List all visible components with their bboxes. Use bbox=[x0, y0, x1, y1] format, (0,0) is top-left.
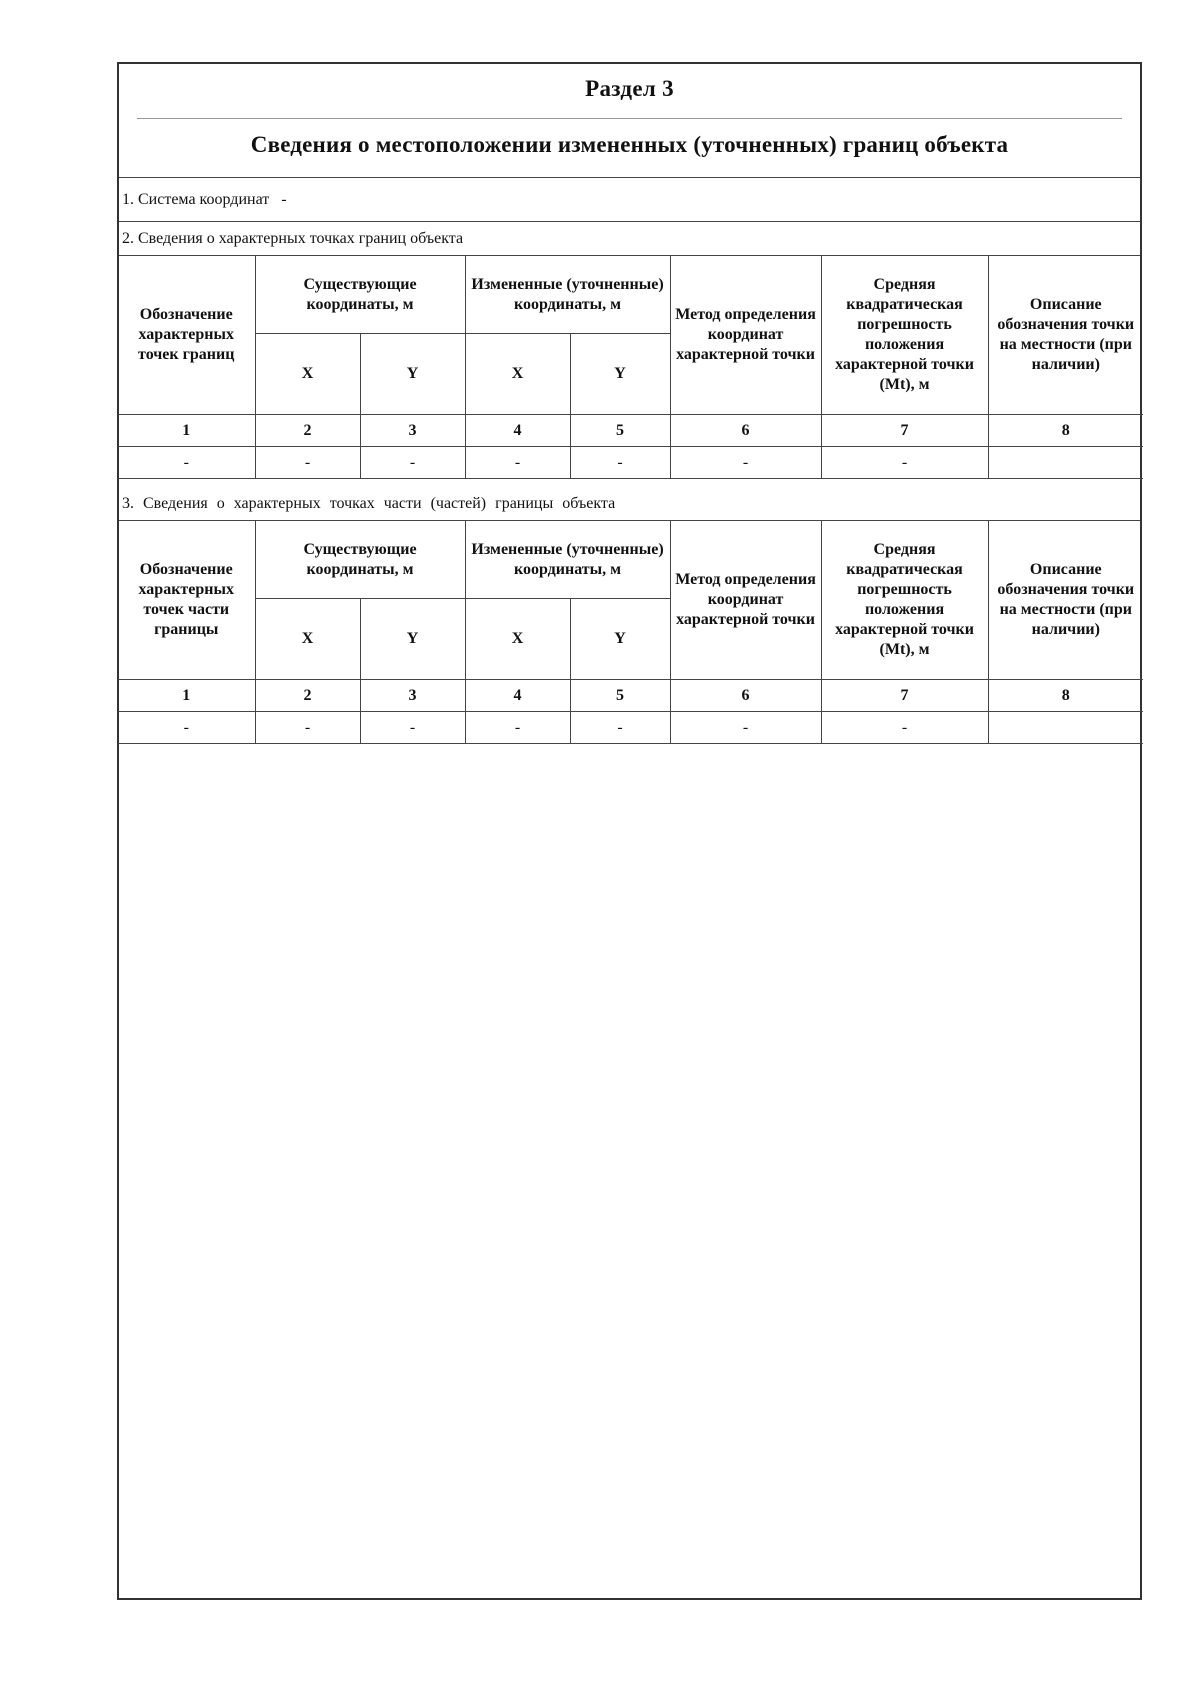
table-cell: - bbox=[670, 447, 821, 479]
col-header-existing-x: X bbox=[255, 599, 360, 680]
column-number: 7 bbox=[821, 415, 988, 447]
part3-heading: 3. Сведения о характерных точках части (частей) границы объекта bbox=[119, 487, 1140, 521]
section-header bbox=[119, 64, 1140, 178]
col-header-error: Средняя квадратическая погрешность положения характерной точки (Mt), м bbox=[821, 256, 988, 415]
table-cell bbox=[988, 712, 1143, 744]
table-header-row bbox=[118, 521, 1143, 599]
table-row bbox=[118, 447, 1143, 479]
section-subtitle: Сведения о местоположении измененных (уточненных) границ объекта bbox=[250, 132, 1009, 157]
col-header-changed-y: Y bbox=[570, 334, 670, 415]
col-header-changed-y: Y bbox=[570, 599, 670, 680]
table-cell bbox=[988, 447, 1143, 479]
part2-heading: 2. Сведения о характерных точках границ объекта bbox=[119, 222, 1140, 256]
table-cell: - bbox=[821, 447, 988, 479]
col-header-existing-y: Y bbox=[360, 334, 465, 415]
boundary-part-points-table bbox=[118, 521, 1143, 744]
column-number: 5 bbox=[570, 415, 670, 447]
column-number: 2 bbox=[255, 680, 360, 712]
table-row bbox=[118, 712, 1143, 744]
col-header-changed-x: X bbox=[465, 334, 570, 415]
col-header-error: Средняя квадратическая погрешность положения характерной точки (Mt), м bbox=[821, 521, 988, 680]
col-header-designation: Обозначение характерных точек части границы bbox=[118, 521, 255, 680]
table-cell: - bbox=[570, 447, 670, 479]
table-cell: - bbox=[465, 712, 570, 744]
coordinate-system-value: - bbox=[281, 191, 287, 208]
coordinate-system-label: 1. Система координат bbox=[122, 191, 270, 208]
table-cell: - bbox=[360, 447, 465, 479]
col-header-method: Метод определения координат характерной точки bbox=[670, 256, 821, 415]
column-number: 6 bbox=[670, 415, 821, 447]
table-cell: - bbox=[570, 712, 670, 744]
document-frame bbox=[117, 62, 1142, 1600]
col-header-description: Описание обозначения точки на местности (при наличии) bbox=[988, 256, 1143, 415]
table-cell: - bbox=[465, 447, 570, 479]
col-header-existing: Существующие координаты, м bbox=[255, 256, 465, 334]
column-number: 5 bbox=[570, 680, 670, 712]
col-header-changed: Измененные (уточненные) координаты, м bbox=[465, 521, 670, 599]
column-number-row bbox=[118, 415, 1143, 447]
column-number: 2 bbox=[255, 415, 360, 447]
column-number: 4 bbox=[465, 680, 570, 712]
table-cell: - bbox=[360, 712, 465, 744]
column-number: 8 bbox=[988, 415, 1143, 447]
col-header-method: Метод определения координат характерной точки bbox=[670, 521, 821, 680]
section-title: Раздел 3 bbox=[585, 76, 674, 101]
column-number: 1 bbox=[118, 415, 255, 447]
title-divider bbox=[137, 118, 1122, 119]
column-number-row bbox=[118, 680, 1143, 712]
col-header-changed-x: X bbox=[465, 599, 570, 680]
table-cell: - bbox=[118, 447, 255, 479]
col-header-changed: Измененные (уточненные) координаты, м bbox=[465, 256, 670, 334]
col-header-designation: Обозначение характерных точек границ bbox=[118, 256, 255, 415]
table-cell: - bbox=[118, 712, 255, 744]
boundary-points-table bbox=[118, 256, 1143, 479]
col-header-existing-x: X bbox=[255, 334, 360, 415]
coordinate-system-row bbox=[119, 178, 1140, 222]
table-cell: - bbox=[255, 447, 360, 479]
column-number: 8 bbox=[988, 680, 1143, 712]
table-cell: - bbox=[255, 712, 360, 744]
col-header-existing-y: Y bbox=[360, 599, 465, 680]
column-number: 4 bbox=[465, 415, 570, 447]
column-number: 3 bbox=[360, 415, 465, 447]
table-cell: - bbox=[821, 712, 988, 744]
table-header-row bbox=[118, 256, 1143, 334]
column-number: 7 bbox=[821, 680, 988, 712]
col-header-existing: Существующие координаты, м bbox=[255, 521, 465, 599]
column-number: 3 bbox=[360, 680, 465, 712]
column-number: 1 bbox=[118, 680, 255, 712]
col-header-description: Описание обозначения точки на местности (при наличии) bbox=[988, 521, 1143, 680]
table-cell: - bbox=[670, 712, 821, 744]
column-number: 6 bbox=[670, 680, 821, 712]
